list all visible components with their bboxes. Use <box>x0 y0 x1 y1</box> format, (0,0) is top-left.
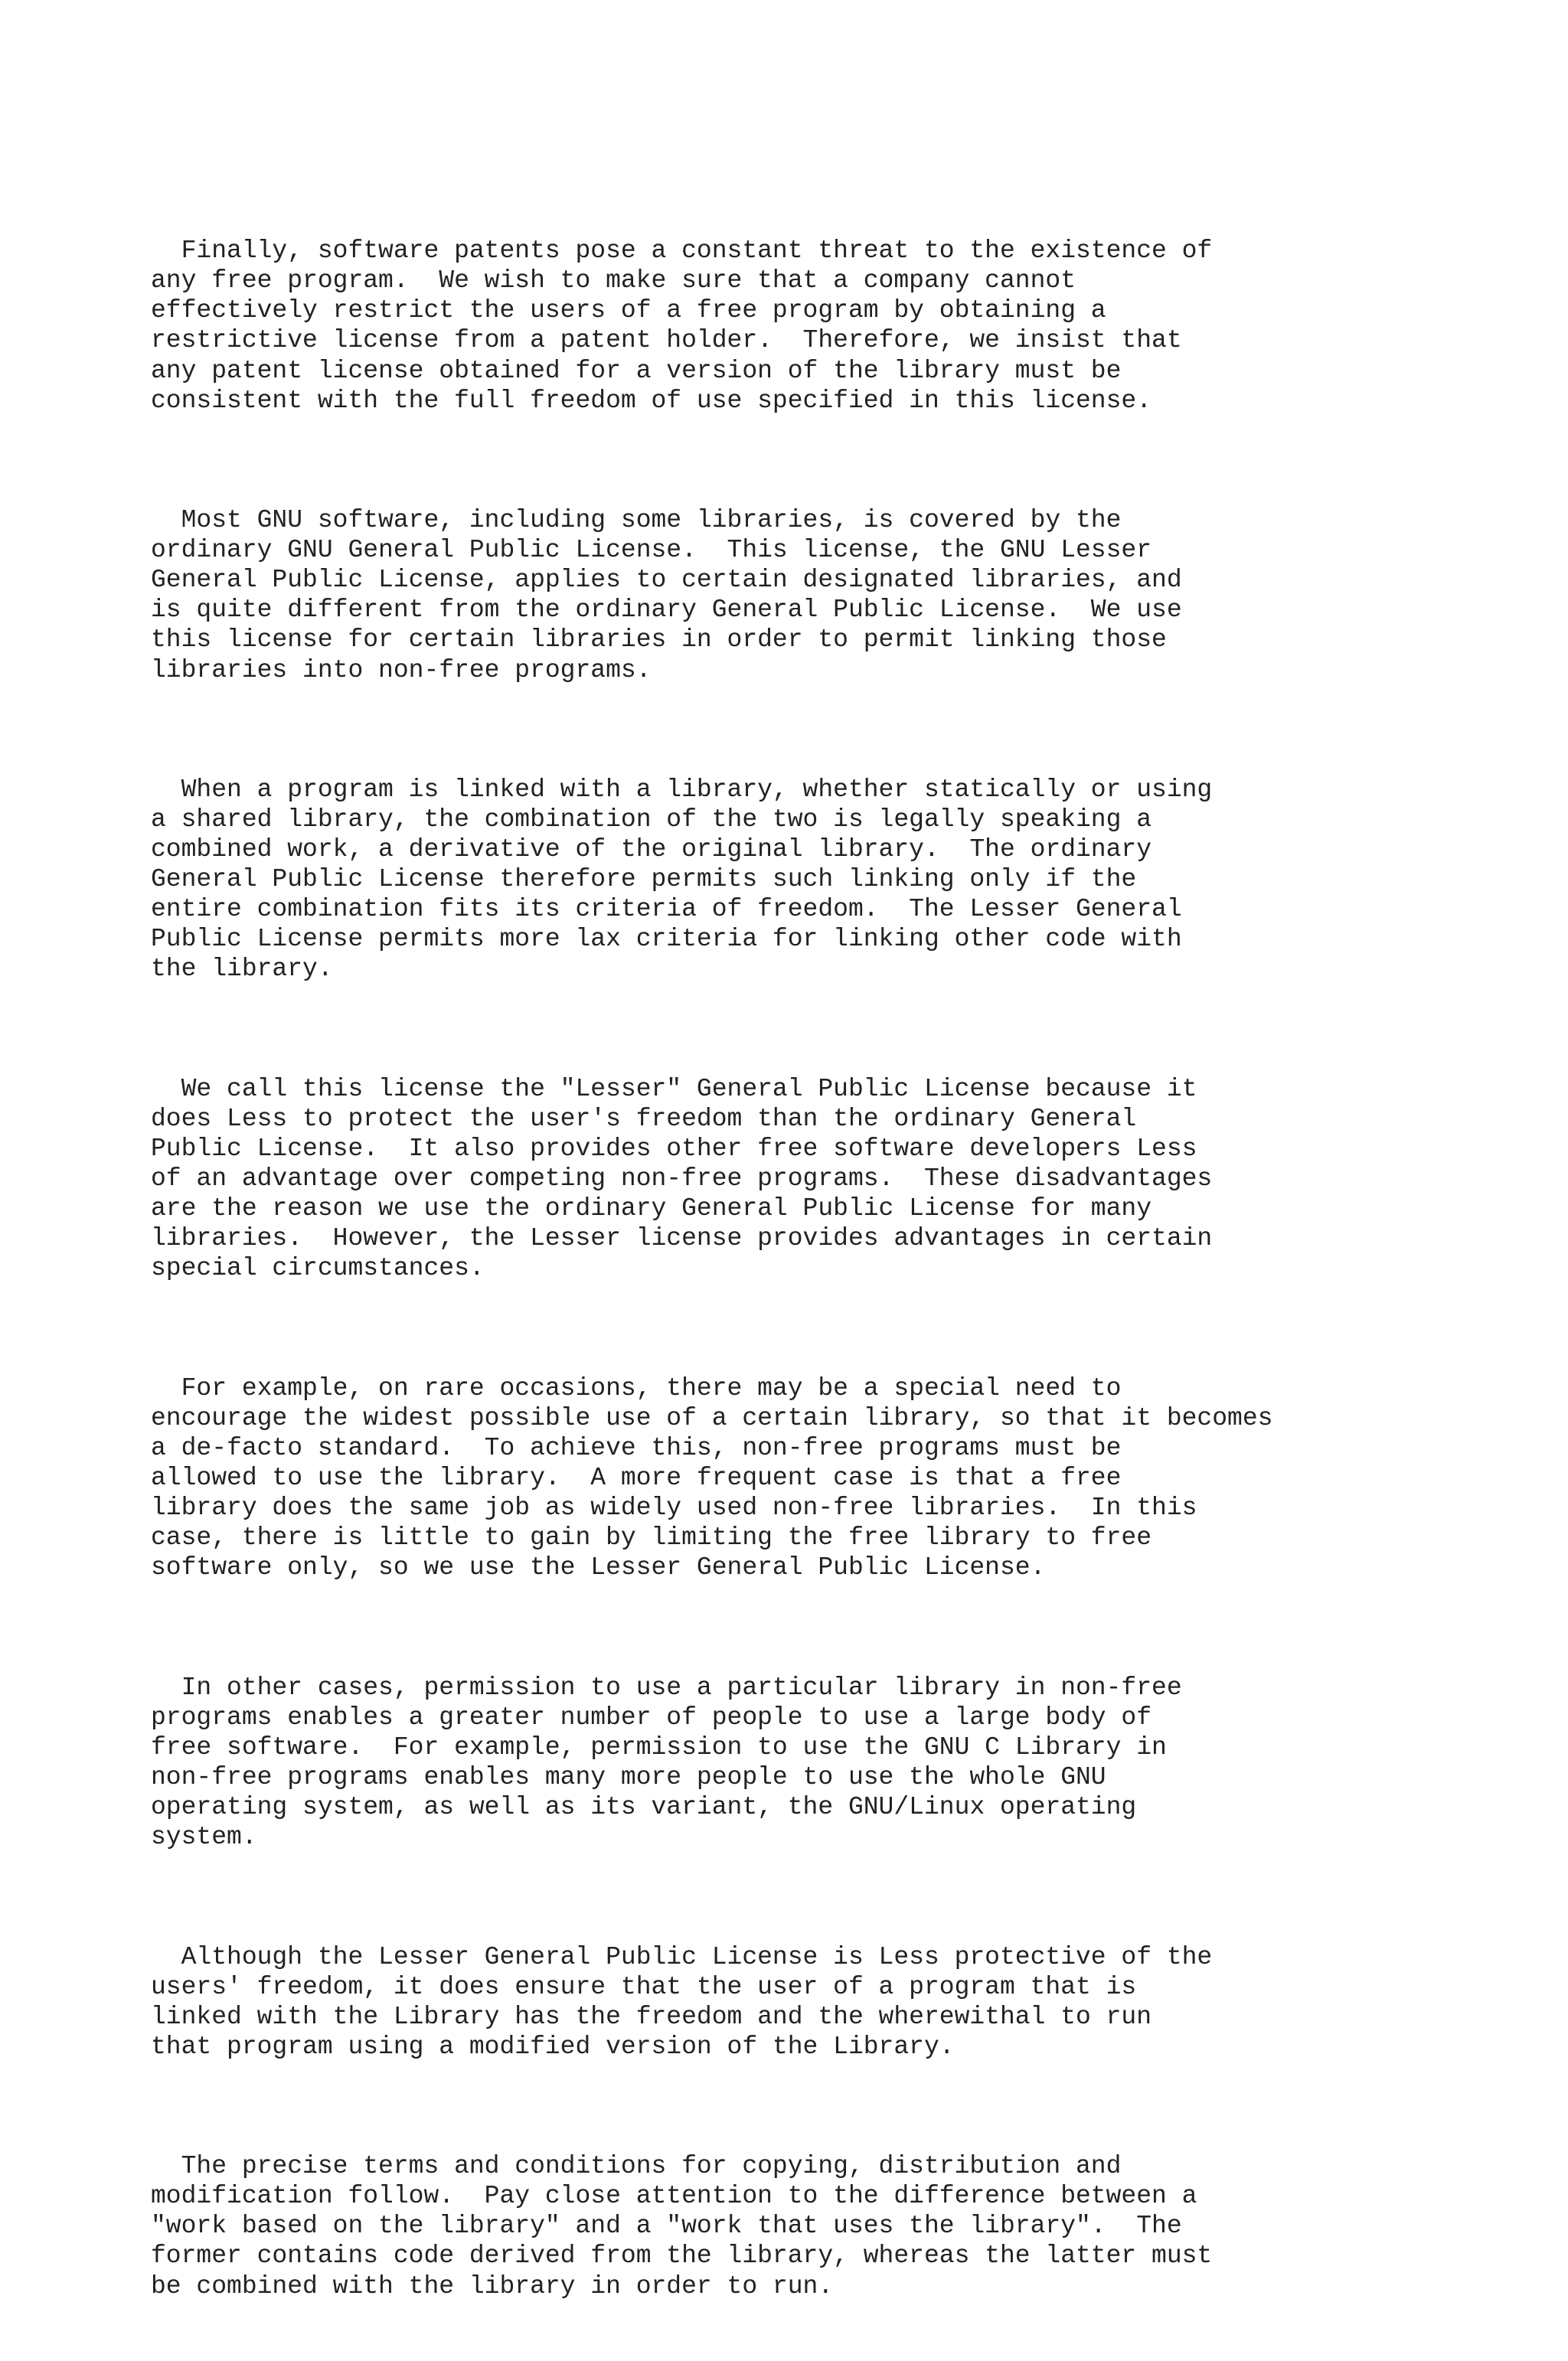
paragraph-other-cases: In other cases, permission to use a particular library in non-free programs enables a greater number of people to use a large body of free software. For example, permission to use the GNU C Library in non-free programs enables many more people to use the whole GNU operating system, as well as its variant, the GNU/Linux operating system. <box>151 1673 1182 1852</box>
paragraph-terms-conditions: The precise terms and conditions for copying, distribution and modification follow. Pay close attention to the difference between a "work based on the library" and a "work that uses the library". The former contains code derived from the library, whereas the latter must be combined with the library in order to run. <box>151 2152 1213 2301</box>
paragraph-program-linking: When a program is linked with a library, whether statically or using a shared library, the combination of the two is legally speaking a combined work, a derivative of the original library. The ordinary General Public License therefore permits such linking only if the entire combination fits its criteria of freedom. The Lesser General Public License permits more lax criteria for linking other code with the library. <box>151 775 1213 984</box>
license-text <box>151 176 1272 2361</box>
paragraph-lesser-license: We call this license the "Lesser" General Public License because it does Less to protect the user's freedom than the ordinary General Public License. It also provides other free software developers Less of an advantage over competing non-free programs. These disadvantages are the reason we use the ordinary General Public License for many libraries. However, the Lesser license provides advantages in certain special circumstances. <box>151 1074 1213 1283</box>
paragraph-gnu-software: Most GNU software, including some libraries, is covered by the ordinary GNU General Public License. This license, the GNU Lesser General Public License, applies to certain designated libraries, and is quite different from the ordinary General Public License. We use this license for certain libraries in order to permit linking those libraries into non-free programs. <box>151 506 1182 684</box>
paragraph-example-rare-occasions: For example, on rare occasions, there may be a special need to encourage the widest possible use of a certain library, so that it becomes a de-facto standard. To achieve this, non-free programs must be allowed to use the library. A more frequent case is that a free library does the same job as widely used non-free libraries. In this case, there is little to gain by limiting the free library to free software only, so we use the Lesser General Public License. <box>151 1373 1273 1582</box>
paragraph-software-patents: Finally, software patents pose a constant threat to the existence of any free program. We wish to make sure that a company cannot effectively restrict the users of a free program by obtaining a restrictive license from a patent holder. Therefore, we insist that any patent license obtained for a version of the library must be consistent with the full freedom of use specified in this license. <box>151 237 1213 415</box>
paragraph-users-freedom: Although the Lesser General Public License is Less protective of the users' freedom, it does ensure that the user of a program that is linked with the Library has the freedom and the wherewithal to run that program using a modified version of the Library. <box>151 1942 1213 2061</box>
